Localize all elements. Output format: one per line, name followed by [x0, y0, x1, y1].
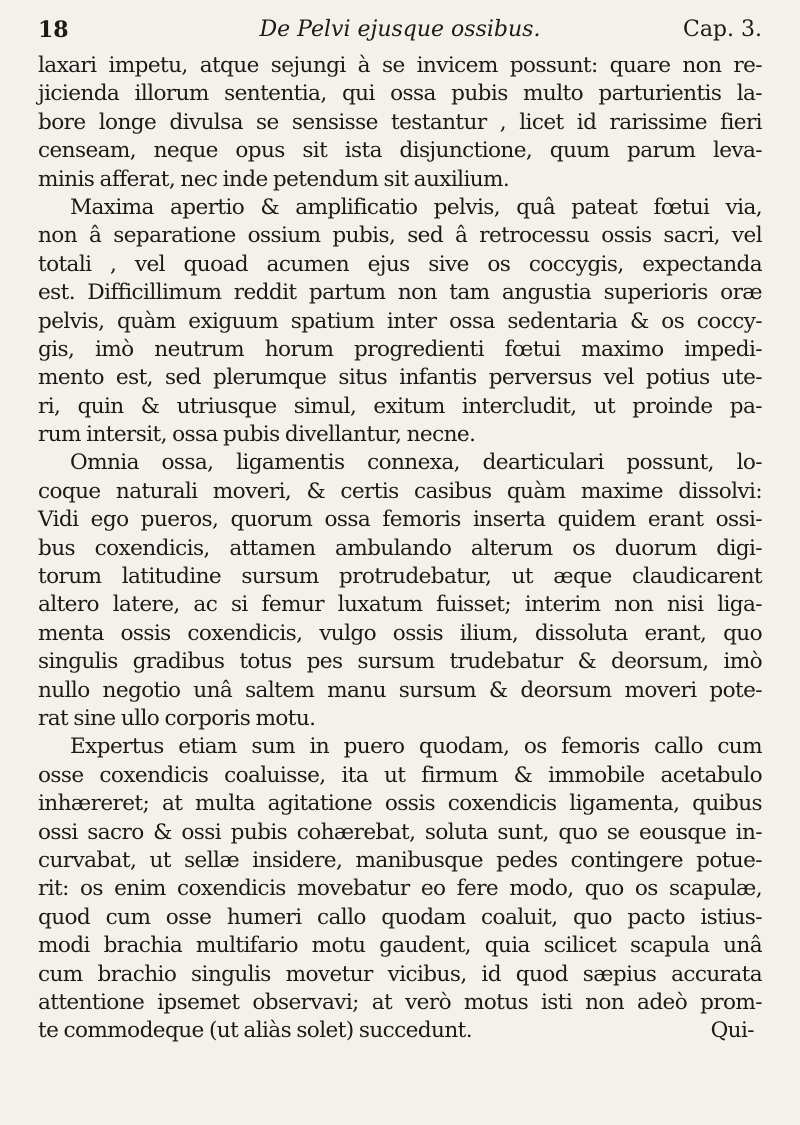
text-line: censeam, neque opus sit ista disjunctione, quum parum leva-	[38, 138, 762, 164]
text-line: mento est, sed plerumque situs infantis perversus vel potius ute-	[38, 365, 762, 391]
text-line: bore longe divulsa se sensisse testantur , licet id rarissime fieri	[38, 109, 762, 135]
text-line: te commodeque (ut aliàs solet) succedunt.	[38, 1018, 472, 1044]
body-text	[38, 52, 762, 1046]
text-line: totali , vel quoad acumen ejus sive os coccygis, expectanda	[38, 251, 762, 277]
text-line: pelvis, quàm exiguum spatium inter ossa sedentaria & os coccy-	[38, 308, 762, 334]
text-line: coque naturali moveri, & certis casibus quàm maxime dissolvi:	[38, 478, 762, 504]
text-line: inhæreret; at multa agitatione ossis coxendicis ligamenta, quibus	[38, 791, 762, 817]
text-line: ossi sacro & ossi pubis cohærebat, soluta sunt, quo se eousque in-	[38, 819, 762, 845]
chapter-label: Cap. 3.	[682, 17, 762, 42]
text-line: cum brachio singulis movetur vicibus, id quod sæpius accurata	[38, 961, 762, 987]
text-line: ri, quin & utriusque simul, exitum intercludit, ut proinde pa-	[38, 393, 762, 419]
text-line: attentione ipsemet observavi; at verò motus isti non adeò prom-	[38, 989, 762, 1015]
text-line: singulis gradibus totus pes sursum trudebatur & deorsum, imò	[38, 649, 762, 675]
running-title: De Pelvi ejusque ossibus.	[259, 17, 541, 42]
catchword: Qui-	[710, 1018, 754, 1044]
text-line: rat sine ullo corporis motu.	[38, 705, 316, 731]
text-line: menta ossis coxendicis, vulgo ossis ilium, dissoluta erant, quo	[38, 620, 762, 646]
text-line: torum latitudine sursum protrudebatur, ut æque claudicarent	[38, 564, 762, 590]
text-line: quod cum osse humeri callo quodam coaluit, quo pacto istius-	[38, 904, 762, 930]
text-line: bus coxendicis, attamen ambulando alterum os duorum digi-	[38, 535, 762, 561]
running-head	[38, 12, 762, 48]
text-line: curvabat, ut sellæ insidere, manibusque pedes contingere potue-	[38, 847, 762, 873]
text-line: altero latere, ac si femur luxatum fuisset; interim non nisi liga-	[38, 592, 762, 618]
text-line: non â separatione ossium pubis, sed â retrocessu ossis sacri, vel	[38, 223, 762, 249]
final-line	[38, 1017, 762, 1045]
text-line: jicienda illorum sententia, qui ossa pubis multo parturientis la-	[38, 81, 762, 107]
text-line: Vidi ego pueros, quorum ossa femoris inserta quidem erant ossi-	[38, 507, 762, 533]
text-line: est. Difficillimum reddit partum non tam angustia superioris oræ	[38, 280, 762, 306]
paragraph-start-line: Omnia ossa, ligamentis connexa, dearticulari possunt, lo-	[70, 450, 762, 476]
page-number: 18	[38, 17, 69, 43]
text-line: nullo negotio unâ saltem manu sursum & deorsum moveri pote-	[38, 677, 762, 703]
text-line: laxari impetu, atque sejungi à se invicem possunt: quare non re-	[38, 53, 762, 78]
text-line: minis afferat, nec inde petendum sit auxilium.	[38, 166, 510, 192]
text-line: modi brachia multifario motu gaudent, quia scilicet scapula unâ	[38, 933, 762, 959]
paragraph-start-line: Expertus etiam sum in puero quodam, os femoris callo cum	[70, 734, 762, 760]
text-line: gis, imò neutrum horum progredienti fœtui maximo impedi-	[38, 336, 762, 362]
text-line: rit: os enim coxendicis movebatur eo fere modo, quo os scapulæ,	[38, 876, 762, 902]
text-line: osse coxendicis coaluisse, ita ut firmum & immobile acetabulo	[38, 762, 762, 788]
text-line: rum intersit, ossa pubis divellantur, necne.	[38, 422, 476, 448]
paragraph-start-line: Maxima apertio & amplificatio pelvis, quâ pateat fœtui via,	[70, 194, 762, 220]
